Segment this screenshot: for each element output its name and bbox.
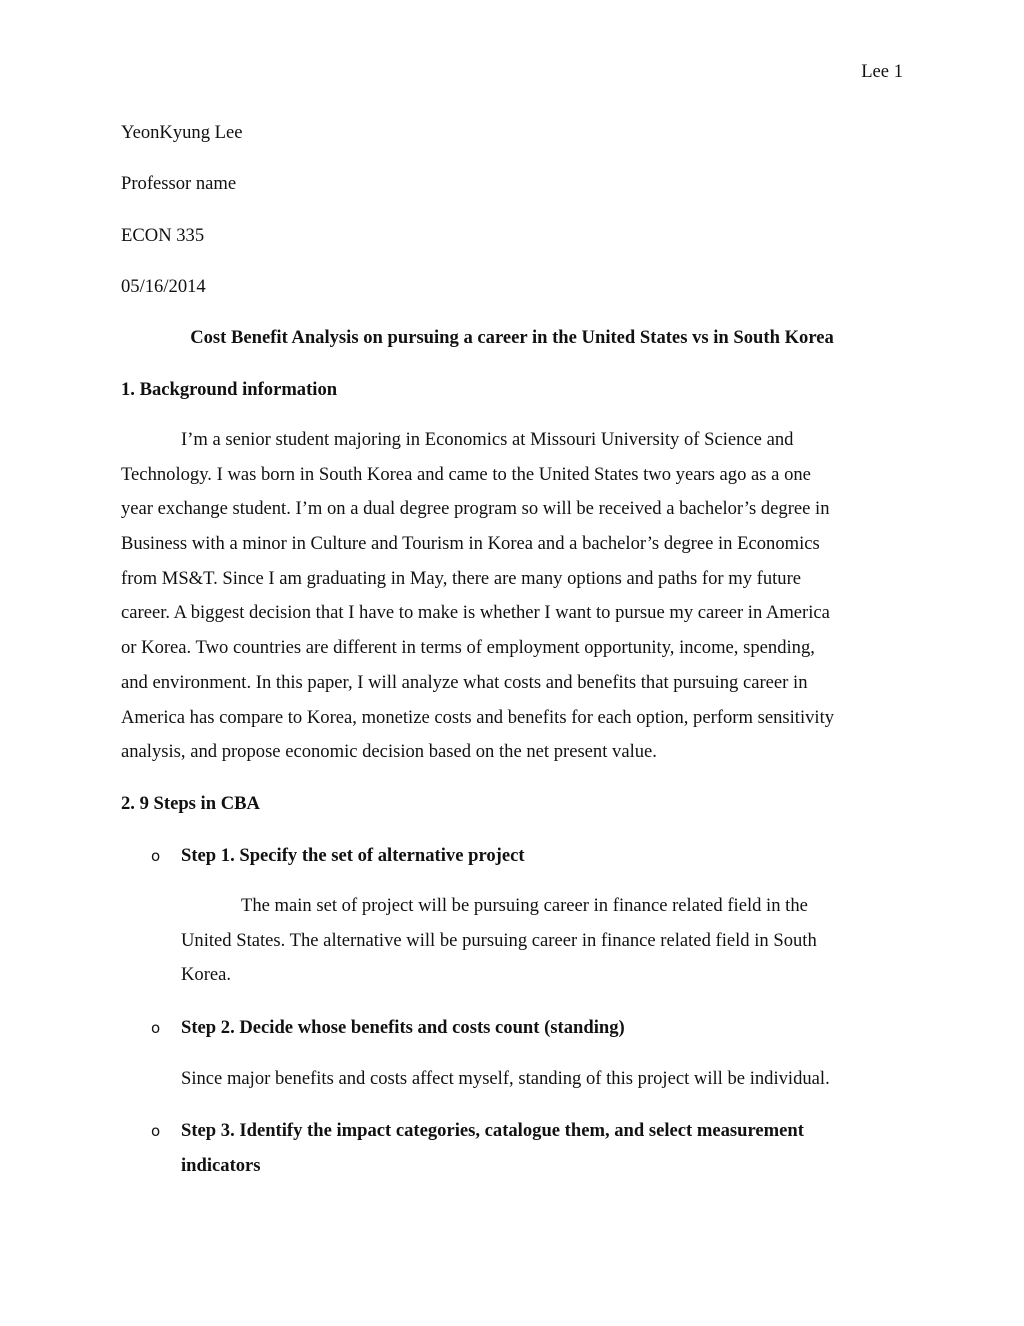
step-body-line: Korea. (181, 964, 232, 986)
step-1-title: Step 1. Specify the set of alternative project (181, 845, 525, 866)
paragraph-line: career. A biggest decision that I have to make is whether I want to pursue my career in America (121, 602, 830, 624)
paragraph-line: Technology. I was born in South Korea and came to the United States two years ago as a one (121, 463, 811, 485)
page-header-label: Lee 1 (861, 61, 903, 82)
bullet-marker: o (151, 847, 161, 865)
paragraph-line: Business with a minor in Culture and Tourism in Korea and a bachelor’s degree in Economics (121, 533, 820, 555)
step-body-line: The main set of project will be pursuing career in finance related field in the (241, 895, 808, 916)
submission-date: 05/16/2014 (121, 276, 206, 297)
section-heading-background: 1. Background information (121, 379, 338, 400)
professor-name: Professor name (121, 173, 237, 194)
paragraph-line: analysis, and propose economic decision based on the net present value. (121, 741, 657, 763)
bullet-marker: o (151, 1122, 161, 1140)
step-3-title-line: Step 3. Identify the impact categories, catalogue them, and select measurement (181, 1120, 804, 1141)
author-name: YeonKyung Lee (121, 122, 243, 143)
step-body-line: United States. The alternative will be pursuing career in finance related field in South (181, 929, 817, 951)
paragraph-line: year exchange student. I’m on a dual degree program so will be received a bachelor’s degree in (121, 498, 830, 520)
step-2-title: Step 2. Decide whose benefits and costs count (standing) (181, 1017, 625, 1038)
section-heading-steps: 2. 9 Steps in CBA (121, 793, 260, 814)
course-code: ECON 335 (121, 225, 205, 246)
paper-title: Cost Benefit Analysis on pursuing a career in the United States vs in South Korea (190, 327, 834, 348)
step-1-body (181, 889, 901, 993)
paragraph-line: America has compare to Korea, monetize costs and benefits for each option, perform sensitivity (121, 706, 835, 728)
background-paragraph (121, 423, 901, 770)
paragraph-line: and environment. In this paper, I will analyze what costs and benefits that pursuing career in (121, 671, 808, 693)
step-3-title-line: indicators (181, 1155, 261, 1176)
step-2-body: Since major benefits and costs affect myself, standing of this project will be individual. (181, 1068, 830, 1089)
bullet-marker: o (151, 1019, 161, 1037)
paragraph-line: or Korea. Two countries are different in terms of employment opportunity, income, spending, (121, 637, 815, 659)
paragraph-line: from MS&T. Since I am graduating in May, there are many options and paths for my future (121, 567, 802, 589)
paragraph-line: I’m a senior student majoring in Economics at Missouri University of Science and (181, 429, 794, 450)
